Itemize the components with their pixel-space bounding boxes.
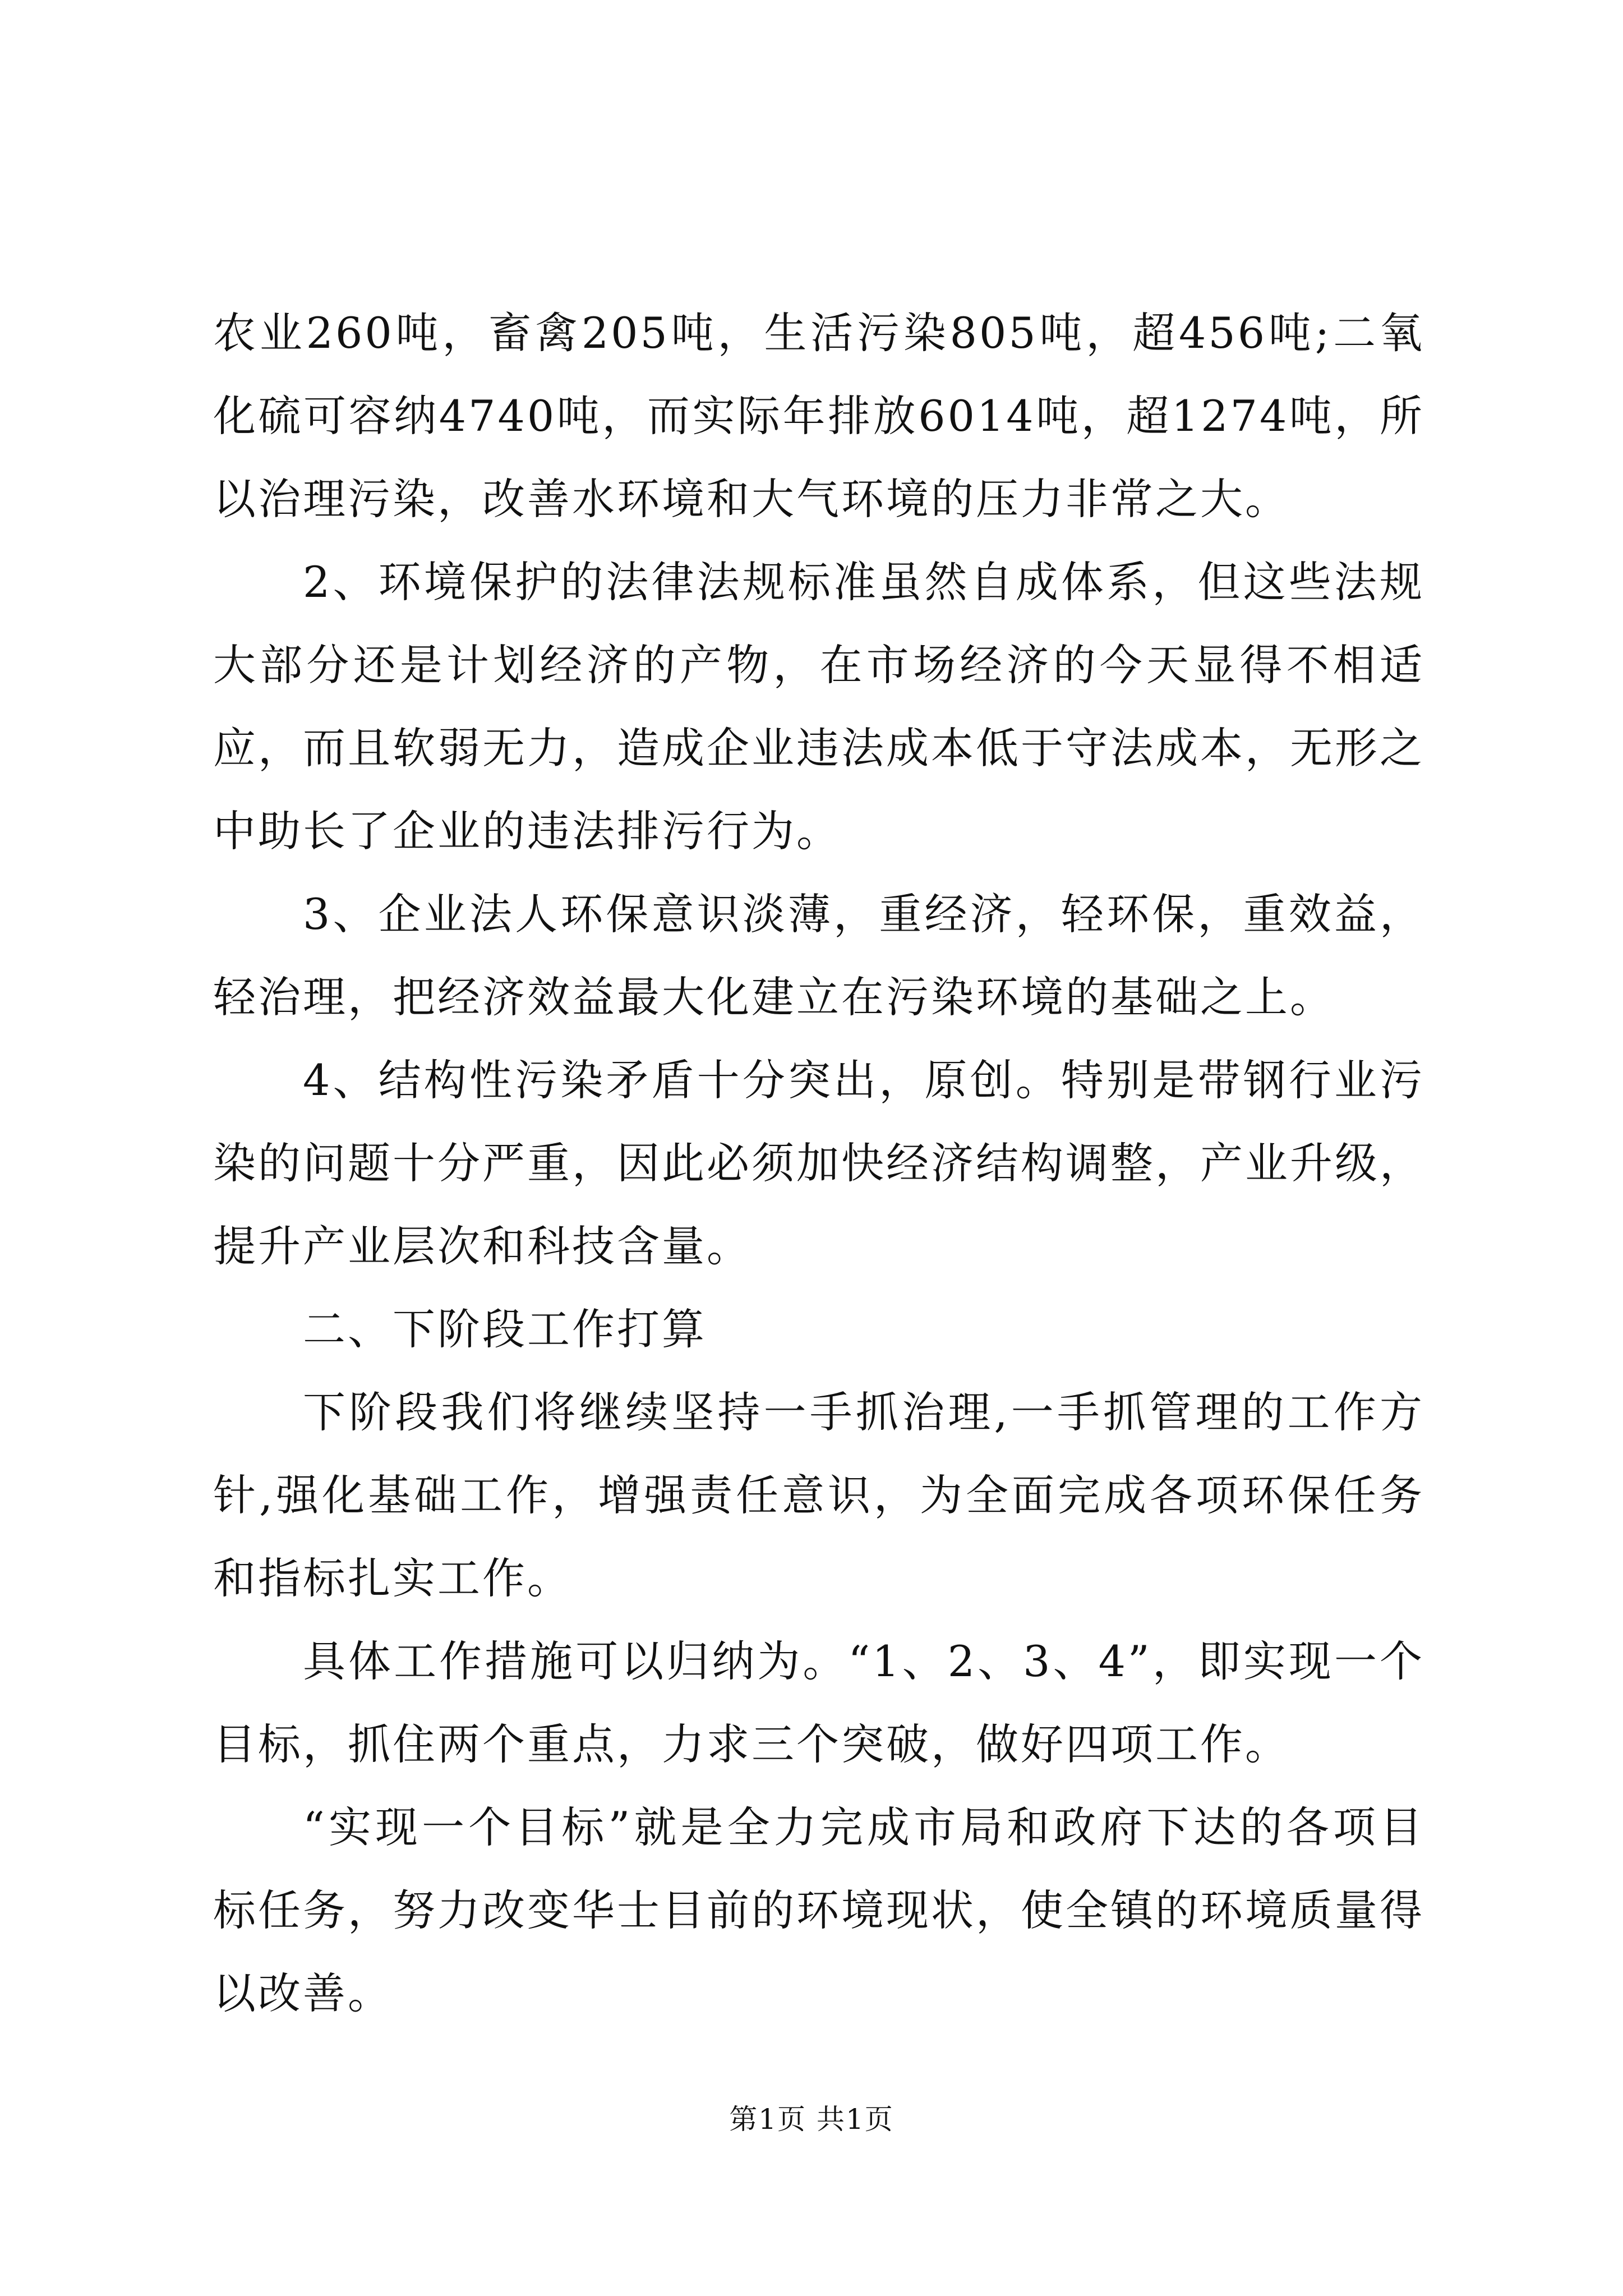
paragraph-point-4: 4、结构性污染矛盾十分突出，原创。特别是带钢行业污染的问题十分严重，因此必须加快经济结构调整，产业升级，提升产业层次和科技含量。 xyxy=(213,1055,1424,1271)
paragraph-continuation: 农业260吨，畜禽205吨，生活污染805吨，超456吨;二氧化硫可容纳4740吨，而实际年排放6014吨，超1274吨，所以治理污染，改善水环境和大气环境的压力非常之大。 xyxy=(213,308,1424,524)
paragraph-point-2: 2、环境保护的法律法规标准虽然自成体系，但这些法规大部分还是计划经济的产物，在市场经济的今天显得不相适应，而且软弱无力，造成企业违法成本低于守法成本，无形之中助长了企业的违法排污行为。 xyxy=(213,557,1424,856)
paragraph-one-goal: “实现一个目标”就是全力完成市局和政府下达的各项目标任务，努力改变华士目前的环境现状，使全镇的环境质量得以改善。 xyxy=(213,1802,1424,2018)
document-body xyxy=(213,292,1424,2035)
section-heading: 二、下阶段工作打算 xyxy=(303,1304,707,1354)
paragraph-work-plan: 下阶段我们将继续坚持一手抓治理,一手抓管理的工作方针,强化基础工作，增强责任意识，为全面完成各项环保任务和指标扎实工作。 xyxy=(213,1387,1424,1603)
page-footer: 第1页 共1页 xyxy=(729,2103,894,2136)
paragraph-measures: 具体工作措施可以归纳为。“1、2、3、4”，即实现一个目标，抓住两个重点，力求三个突破，做好四项工作。 xyxy=(213,1636,1424,1769)
paragraph-point-3: 3、企业法人环保意识淡薄，重经济，轻环保，重效益，轻治理，把经济效益最大化建立在污染环境的基础之上。 xyxy=(213,889,1424,1022)
